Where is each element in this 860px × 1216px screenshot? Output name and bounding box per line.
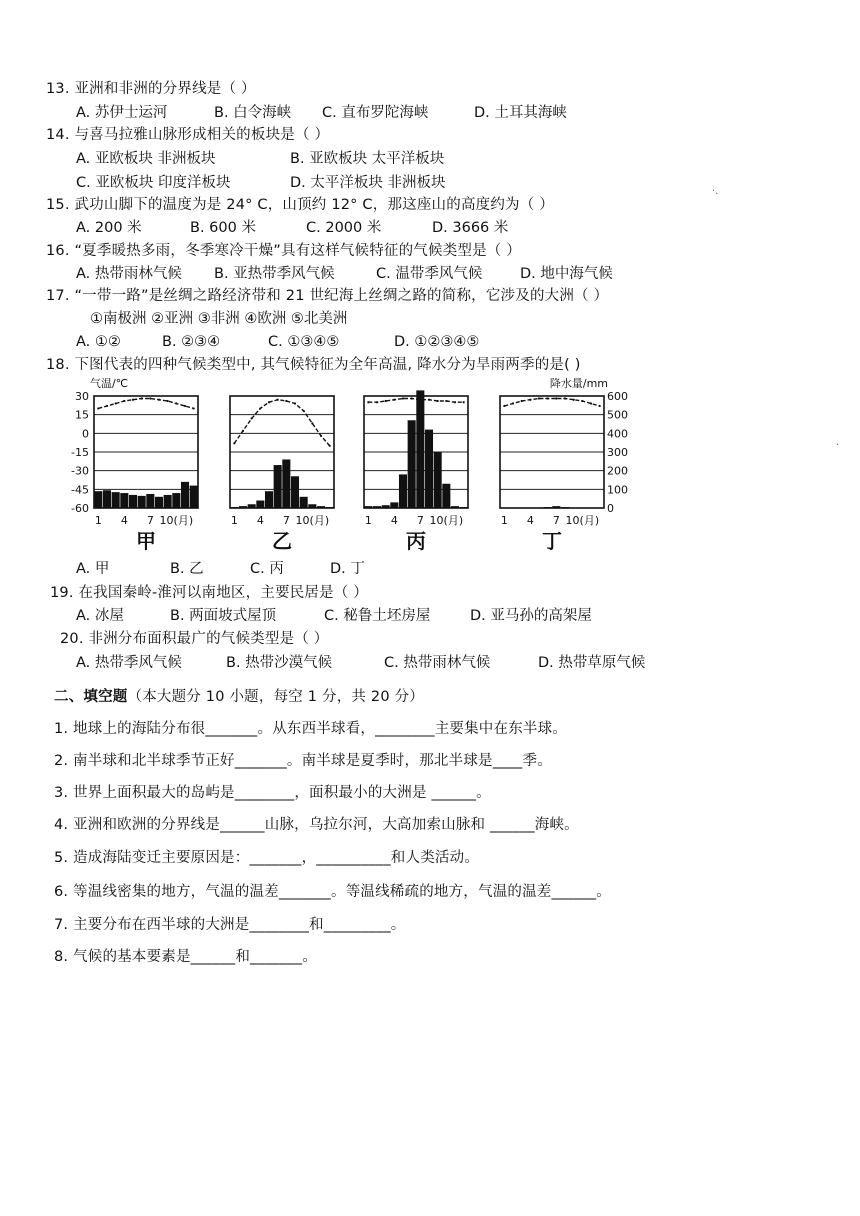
temperature-line — [98, 399, 193, 409]
q20-option-d: D. 热带草原气候 — [538, 655, 646, 671]
precipitation-bar — [317, 506, 325, 508]
left-tick-label: 15 — [75, 408, 89, 422]
precipitation-bar — [561, 507, 569, 508]
temperature-point — [564, 397, 566, 399]
right-tick-label: 100 — [607, 483, 628, 497]
temperature-point — [149, 397, 151, 399]
precipitation-bar — [239, 506, 247, 508]
q19-option-c: C. 秘鲁土坯房屋 — [324, 608, 431, 624]
precipitation-bar — [94, 491, 102, 508]
left-tick-label: 30 — [75, 390, 89, 403]
precipitation-bar — [138, 496, 146, 508]
temperature-point — [411, 397, 413, 399]
right-axis-label: 降水量/mm — [549, 377, 608, 390]
fill-question-1: 1. 地球上的海陆分布很_______。从东西半球看，________主要集中在东半球。 — [54, 721, 567, 737]
temperature-point — [193, 407, 195, 409]
q13-option-a: A. 苏伊士运河 — [76, 105, 168, 121]
precipitation-bar — [552, 506, 560, 508]
q16-option-a: A. 热带雨林气候 — [76, 266, 182, 282]
q13-option-c: C. 直布罗陀海峡 — [322, 105, 429, 121]
fill-question-8: 8. 气候的基本要素是______和_______。 — [54, 949, 317, 965]
fill-question-2: 2. 南半球和北半球季节正好_______。南半球是夏季时，那北半球是____季。 — [54, 753, 552, 769]
temperature-point — [311, 422, 313, 424]
temperature-point — [294, 402, 296, 404]
month-tick-label: 1 — [500, 514, 508, 527]
q14-option-a: A. 亚欧板块 非洲板块 — [76, 151, 216, 167]
precipitation-bar — [460, 507, 468, 508]
temperature-line — [504, 399, 599, 407]
q16-option-c: C. 温带季风气候 — [376, 266, 483, 282]
question-17-stem: 17. “一带一路”是丝绸之路经济带和 21 世纪海上丝绸之路的简称，它涉及的大洲（ ） — [46, 288, 609, 304]
q20-option-b: B. 热带沙漠气候 — [226, 655, 333, 671]
month-tick-label: 1 — [94, 514, 102, 527]
section-2-note: （本大题分 10 小题，每空 1 分，共 20 分） — [127, 689, 424, 705]
temperature-point — [123, 400, 125, 402]
temperature-point — [106, 405, 108, 407]
fill-question-6: 6. 等温线密集的地方，气温的温差_______。等温线稀疏的地方，气温的温差______。 — [54, 884, 611, 900]
month-tick-label: 4 — [526, 514, 534, 527]
temperature-point — [512, 402, 514, 404]
temperature-point — [320, 435, 322, 437]
q19-option-b: B. 两面坡式屋顶 — [170, 608, 277, 624]
question-16-stem: 16. “夏季暖热多雨，冬季寒冷干燥”具有这样气候特征的气候类型是（ ） — [46, 243, 521, 259]
precipitation-bar — [425, 430, 433, 508]
temperature-point — [428, 399, 430, 401]
month-tick-label: 10(月) — [159, 514, 194, 527]
question-20-stem: 20. 非洲分布面积最广的气候类型是（ ） — [60, 631, 329, 647]
section-2-title: 二、填空题 — [54, 689, 128, 705]
right-tick-label: 600 — [607, 390, 628, 403]
month-tick-label: 1 — [230, 514, 238, 527]
question-13-stem: 13. 亚洲和非洲的分界线是（ ） — [46, 81, 256, 97]
q18-option-a: A. 甲 — [76, 561, 110, 577]
q17-option-c: C. ①③④⑤ — [268, 334, 340, 350]
fill-question-7: 7. 主要分布在西半球的大洲是________和_________。 — [54, 917, 406, 933]
precipitation-bar — [103, 490, 111, 508]
temperature-point — [393, 399, 395, 401]
precipitation-bar — [434, 452, 442, 508]
temperature-point — [175, 402, 177, 404]
month-tick-label: 4 — [390, 514, 398, 527]
q20-option-a: A. 热带季风气候 — [76, 655, 182, 671]
right-tick-label: 200 — [607, 464, 628, 478]
q17-option-d: D. ①②③④⑤ — [394, 334, 480, 350]
temperature-point — [367, 401, 369, 403]
precipitation-bar — [164, 495, 172, 508]
month-tick-label: 7 — [146, 514, 154, 527]
left-tick-label: 0 — [82, 427, 89, 441]
precipitation-bar — [181, 482, 189, 508]
q15-option-b: B. 600 米 — [190, 220, 256, 236]
month-tick-label: 7 — [416, 514, 424, 527]
precipitation-bar — [544, 507, 552, 508]
climate-type-label: 丁 — [542, 529, 562, 553]
precipitation-bar — [416, 390, 424, 508]
left-axis-label: 气温/℃ — [90, 377, 129, 390]
q17-items: ①南极洲 ②亚洲 ③非洲 ④欧洲 ⑤北美洲 — [90, 311, 348, 327]
temperature-point — [329, 445, 331, 447]
precipitation-bar — [248, 504, 256, 508]
climate-chart-svg — [60, 374, 628, 553]
q18-option-d: D. 丁 — [330, 561, 365, 577]
q16-option-b: B. 亚热带季风气候 — [214, 266, 335, 282]
scan-speck: ·. — [712, 186, 719, 197]
temperature-point — [268, 401, 270, 403]
precipitation-bar — [308, 504, 316, 508]
temperature-point — [445, 400, 447, 402]
temperature-point — [402, 397, 404, 399]
temperature-point — [242, 430, 244, 432]
q13-option-b: B. 白令海峡 — [214, 105, 292, 121]
right-tick-label: 300 — [607, 446, 628, 459]
precipitation-bar — [451, 506, 459, 508]
q15-option-d: D. 3666 米 — [432, 220, 509, 236]
q14-option-d: D. 太平洋板块 非洲板块 — [290, 175, 446, 191]
climate-type-label: 乙 — [272, 529, 292, 553]
month-tick-label: 4 — [120, 514, 128, 527]
q16-option-d: D. 地中海气候 — [520, 266, 613, 282]
q17-option-b: B. ②③④ — [162, 334, 221, 350]
temperature-point — [573, 399, 575, 401]
q13-option-d: D. 土耳其海峡 — [474, 105, 567, 121]
q19-option-d: D. 亚马孙的高架屋 — [470, 608, 592, 624]
temperature-line — [234, 400, 329, 446]
scan-speck: · — [836, 440, 840, 451]
left-tick-label: -15 — [71, 446, 89, 459]
precipitation-bar — [300, 497, 308, 508]
precipitation-bar — [230, 507, 238, 508]
right-tick-label: 400 — [607, 427, 628, 441]
precipitation-bar — [129, 495, 137, 508]
precipitation-bar — [382, 505, 390, 508]
fill-question-4: 4. 亚洲和欧洲的分界线是______山脉，乌拉尔河，大高加索山脉和 ______海峡。 — [54, 817, 579, 833]
temperature-point — [454, 401, 456, 403]
q18-option-c: C. 丙 — [250, 561, 284, 577]
question-15-stem: 15. 武功山脚下的温度为是 24° C，山顶约 12° C，那这座山的高度约为（ ） — [46, 197, 554, 213]
precipitation-bar — [172, 493, 180, 508]
climate-type-label: 甲 — [136, 529, 156, 553]
precipitation-bar — [373, 506, 381, 508]
month-tick-label: 7 — [552, 514, 560, 527]
month-tick-label: 10(月) — [295, 514, 330, 527]
temperature-point — [503, 405, 505, 407]
temperature-point — [529, 399, 531, 401]
question-14-stem: 14. 与喜马拉雅山脉形成相关的板块是（ ） — [46, 127, 330, 143]
precipitation-bar — [120, 493, 128, 508]
q14-option-b: B. 亚欧板块 太平洋板块 — [290, 151, 445, 167]
climate-charts — [60, 374, 628, 553]
precipitation-bar — [282, 459, 290, 508]
left-tick-label: -60 — [71, 502, 89, 515]
q15-option-c: C. 2000 米 — [306, 220, 382, 236]
temperature-point — [233, 442, 235, 444]
temperature-point — [97, 407, 99, 409]
precipitation-bar — [399, 474, 407, 508]
temperature-point — [463, 401, 465, 403]
section-2-heading — [54, 688, 424, 706]
temperature-point — [437, 400, 439, 402]
precipitation-bar — [291, 476, 299, 508]
month-tick-label: 1 — [364, 514, 372, 527]
left-tick-label: -45 — [71, 483, 89, 497]
temperature-point — [167, 400, 169, 402]
precipitation-bar — [155, 497, 163, 508]
q17-option-a: A. ①② — [76, 334, 121, 350]
temperature-point — [555, 397, 557, 399]
temperature-point — [158, 399, 160, 401]
temperature-point — [590, 402, 592, 404]
temperature-point — [385, 400, 387, 402]
temperature-point — [259, 407, 261, 409]
temperature-point — [547, 397, 549, 399]
right-tick-label: 0 — [607, 502, 614, 515]
month-tick-label: 7 — [282, 514, 290, 527]
precipitation-bar — [364, 506, 372, 508]
climate-type-label: 丙 — [406, 529, 426, 553]
precipitation-bar — [408, 420, 416, 508]
q15-option-a: A. 200 米 — [76, 220, 142, 236]
precipitation-bar — [256, 501, 264, 508]
question-18-stem: 18. 下图代表的四种气候类型中, 其气候特征为全年高温, 降水分为旱雨两季的是( ) — [46, 357, 581, 373]
temperature-line — [368, 399, 463, 403]
month-tick-label: 4 — [256, 514, 264, 527]
question-19-stem: 19. 在我国秦岭-淮河以南地区，主要民居是（ ） — [50, 585, 369, 601]
temperature-point — [184, 405, 186, 407]
temperature-point — [303, 410, 305, 412]
temperature-point — [277, 399, 279, 401]
temperature-point — [419, 399, 421, 401]
temperature-point — [132, 399, 134, 401]
q18-option-b: B. 乙 — [170, 561, 204, 577]
fill-question-5: 5. 造成海陆变迁主要原因是：_______，__________和人类活动。 — [54, 850, 479, 866]
q19-option-a: A. 冰屋 — [76, 608, 124, 624]
temperature-point — [115, 402, 117, 404]
right-tick-label: 500 — [607, 408, 628, 422]
precipitation-bar — [146, 494, 154, 508]
q20-option-c: C. 热带雨林气候 — [384, 655, 491, 671]
temperature-point — [581, 400, 583, 402]
fill-question-3: 3. 世界上面积最大的岛屿是________，面积最小的大洲是 ______。 — [54, 785, 491, 801]
left-tick-label: -30 — [71, 464, 89, 478]
precipitation-bar — [190, 486, 198, 508]
temperature-point — [376, 401, 378, 403]
temperature-point — [521, 400, 523, 402]
precipitation-bar — [326, 507, 334, 508]
precipitation-bar — [390, 502, 398, 508]
precipitation-bar — [442, 484, 450, 508]
temperature-point — [538, 397, 540, 399]
precipitation-bar — [112, 492, 120, 508]
precipitation-bar — [265, 491, 273, 508]
temperature-point — [285, 400, 287, 402]
temperature-point — [251, 417, 253, 419]
month-tick-label: 10(月) — [429, 514, 464, 527]
temperature-point — [599, 405, 601, 407]
precipitation-bar — [274, 465, 282, 508]
q14-option-c: C. 亚欧板块 印度洋板块 — [76, 175, 231, 191]
month-tick-label: 10(月) — [565, 514, 600, 527]
temperature-point — [141, 397, 143, 399]
